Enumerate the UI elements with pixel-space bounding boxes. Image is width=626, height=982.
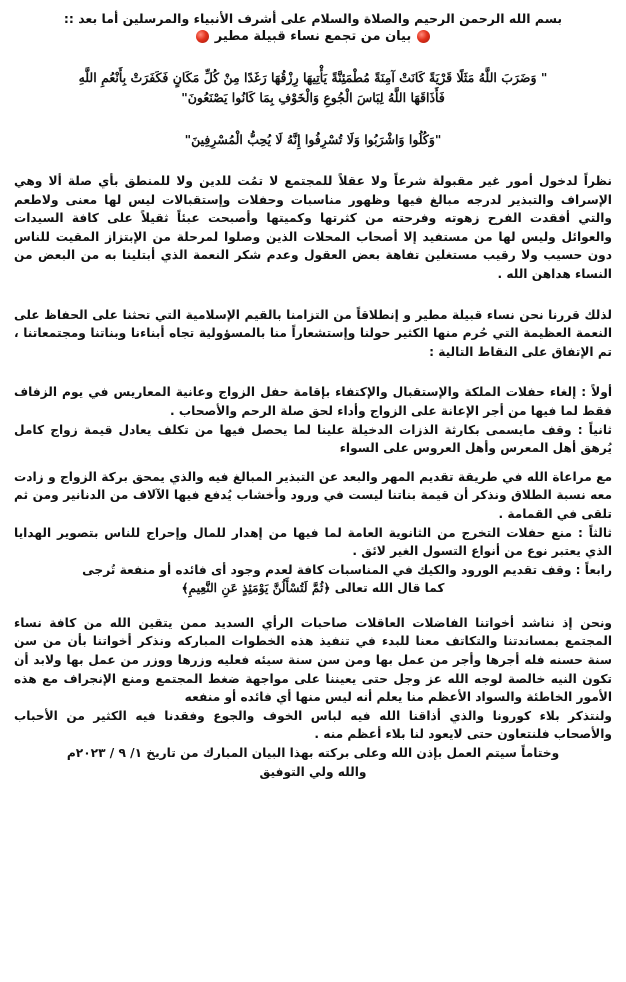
- reminder-paragraph: ولنتذكر بلاء كورونا والذي أذاقنا الله فيه لباس الخوف والجوع وفقدنا فيه الكثير من الأحباب والأصحاب فلنتعاون حتى لايعود لنا بلاء أعظم منه .: [14, 708, 612, 742]
- statement-title: بيان من تجمع نساء قبيلة مطير: [214, 29, 412, 44]
- red-circle-icon: [196, 30, 209, 43]
- appeal-paragraph: ونحن إذ نناشد أخواتنا الفاضلات العاقلات صاحبات الرأي السديد ممن يتقين الله من كافة نساء المجتمع بمساندتنا والتكاتف معنا للبدء في تنفيذ هذه الخطوات المباركه ونذكر أخواتنا بأن من سن سنة حسنه فله أجرها وأجر من عمل بها ومن سن سنة سيئه فعليه وزرها ووزر من عمل بها ولابد أن تكون النيه خالصة لوجه الله عز وجل حتى يعيننا على مواجهة ضغط المجتمع ومنع الإنجراف مع هذه الأمور الخاطئة والسواد الأعظم منا يعلم أنه ليس منها أي فائده أو منفعه: [14, 615, 612, 705]
- statement-title-row: [14, 27, 612, 46]
- decision-paragraph: لذلك قررنا نحن نساء قبيلة مطير و إنطلاقاً من التزامنا بالقيم الإسلامية التي تحثنا على الحفاظ على النعمة العظيمة التي حُرم منها الكثير حولنا وإستشعاراً منا بالمسؤولية تجاه أبناءنا وبناتنا ومجتمعاتنا ، تم الإتفاق على النقاط التالية :: [14, 307, 612, 359]
- point-three: ثالثاً : منع حفلات التخرج من الثانوية العامة لما فيها من إهدار للمال وإحراج للناس بتصوير الهدايا الذي يعتبر نوع من أنواع التسول الغير لائق .: [14, 525, 612, 559]
- point-two: ثانياً : وقف مايسمى بكارثة الذزات الدخيلة علينا لما يحصل فيها من تكلف يعادل قيمة زواج كامل يُرهق أهل المعرس وأهل العروس على السواء: [14, 422, 612, 456]
- point-four: رابعاً : وقف تقديم الورود والكيك في المناسبات كافة لعدم وجود أى فائده أو منفعة تُرجى: [82, 562, 612, 577]
- intro-paragraph: نظراً لدخول أمور غير مقبولة شرعاً ولا عقلاً للمجتمع لا تمُت للدين ولا للمنطق بأي صلة ألا وهي الإسراف والتبذير لدرجه مبالغ فيها وظهور مناسبات وحفلات وإستقبالات ليس لها معنى ولاطعم والتي أفقدت الفرح زهوته وفرحته من كثرتها وكميتها وأصبحت عبئاً ثقيلاً على كافة السيدات والعوائل وليس لها من مستفيد إلا أصحاب المحلات الذين وصلوا لمرحلة من الإبتزاز المقيت للناس دون حسيب ولا رقيب مستغلين تفاهة بعض العقول وعدم شكر النعمة الذي أبتلينا به من البعض من النساء هداهن الله .: [14, 174, 612, 281]
- quran-verse-1-line-2: فَأَذَاقَهَا اللَّهُ لِبَاسَ الْجُوعِ وَالْخَوْفِ بِمَا كَانُوا يَصْنَعُونَ": [181, 90, 445, 105]
- red-circle-icon: [417, 30, 430, 43]
- quote-prefix: كما قال الله تعالى: [334, 581, 445, 596]
- point-one: أولاً : إلغاء حفلات الملكة والإستقبال والإكتفاء بإقامة حفل الزواج وعانية المعاريس في يوم الزفاف فقط لما فيها من أجر الإعانة على الزواج وأداء لحق صلة الرحم والأصحاب .: [14, 385, 612, 418]
- closing-date-line: وختاماً سيتم العمل بإذن الله وعلى بركته بهذا البيان المبارك من تاريخ ١/ ٩ / ٢٠٢٣م: [66, 746, 560, 761]
- quran-verse-1: [14, 68, 612, 108]
- quran-verse-1-line-1: " وَضَرَبَ اللَّهُ مَثَلًا قَرْيَةً كَانَتْ آمِنَةً مُطْمَئِنَّةً يَأْتِيهَا رِزْقُهَا رَغَدًا مِنْ كُلِّ مَكَانٍ فَكَفَرَتْ بِأَنْعُمِ اللَّهِ: [78, 70, 548, 85]
- quran-quote: ﴿ثُمَّ لَتُسْأَلُنَّ يَوْمَئِذٍ عَنِ النَّعِيمِ﴾: [181, 581, 331, 596]
- signoff: والله ولي التوفيق: [259, 764, 367, 779]
- opening-greeting: بسم الله الرحمن الرحيم والصلاة والسلام على أشرف الأنبياء والمرسلين أما بعد ::: [63, 11, 563, 26]
- point-two-continued: مع مراعاة الله في طريقة تقديم المهر والبعد عن التبذير المبالغ فيه والذي يمحق بركة الزواج و زادت معه نسبة الطلاق ونذكر أن قيمة بناتنا ليست في ورود وأخشاب يُدفع فيها الآلاف من الدنانير ومن ثم تلقى في القمامة .: [14, 469, 612, 521]
- point-four-quote-line: [14, 579, 612, 598]
- quran-verse-2: "وَكُلُوا وَاشْرَبُوا وَلَا تُسْرِفُوا إِنَّهُ لَا يُحِبُّ الْمُسْرِفِينَ": [184, 132, 442, 147]
